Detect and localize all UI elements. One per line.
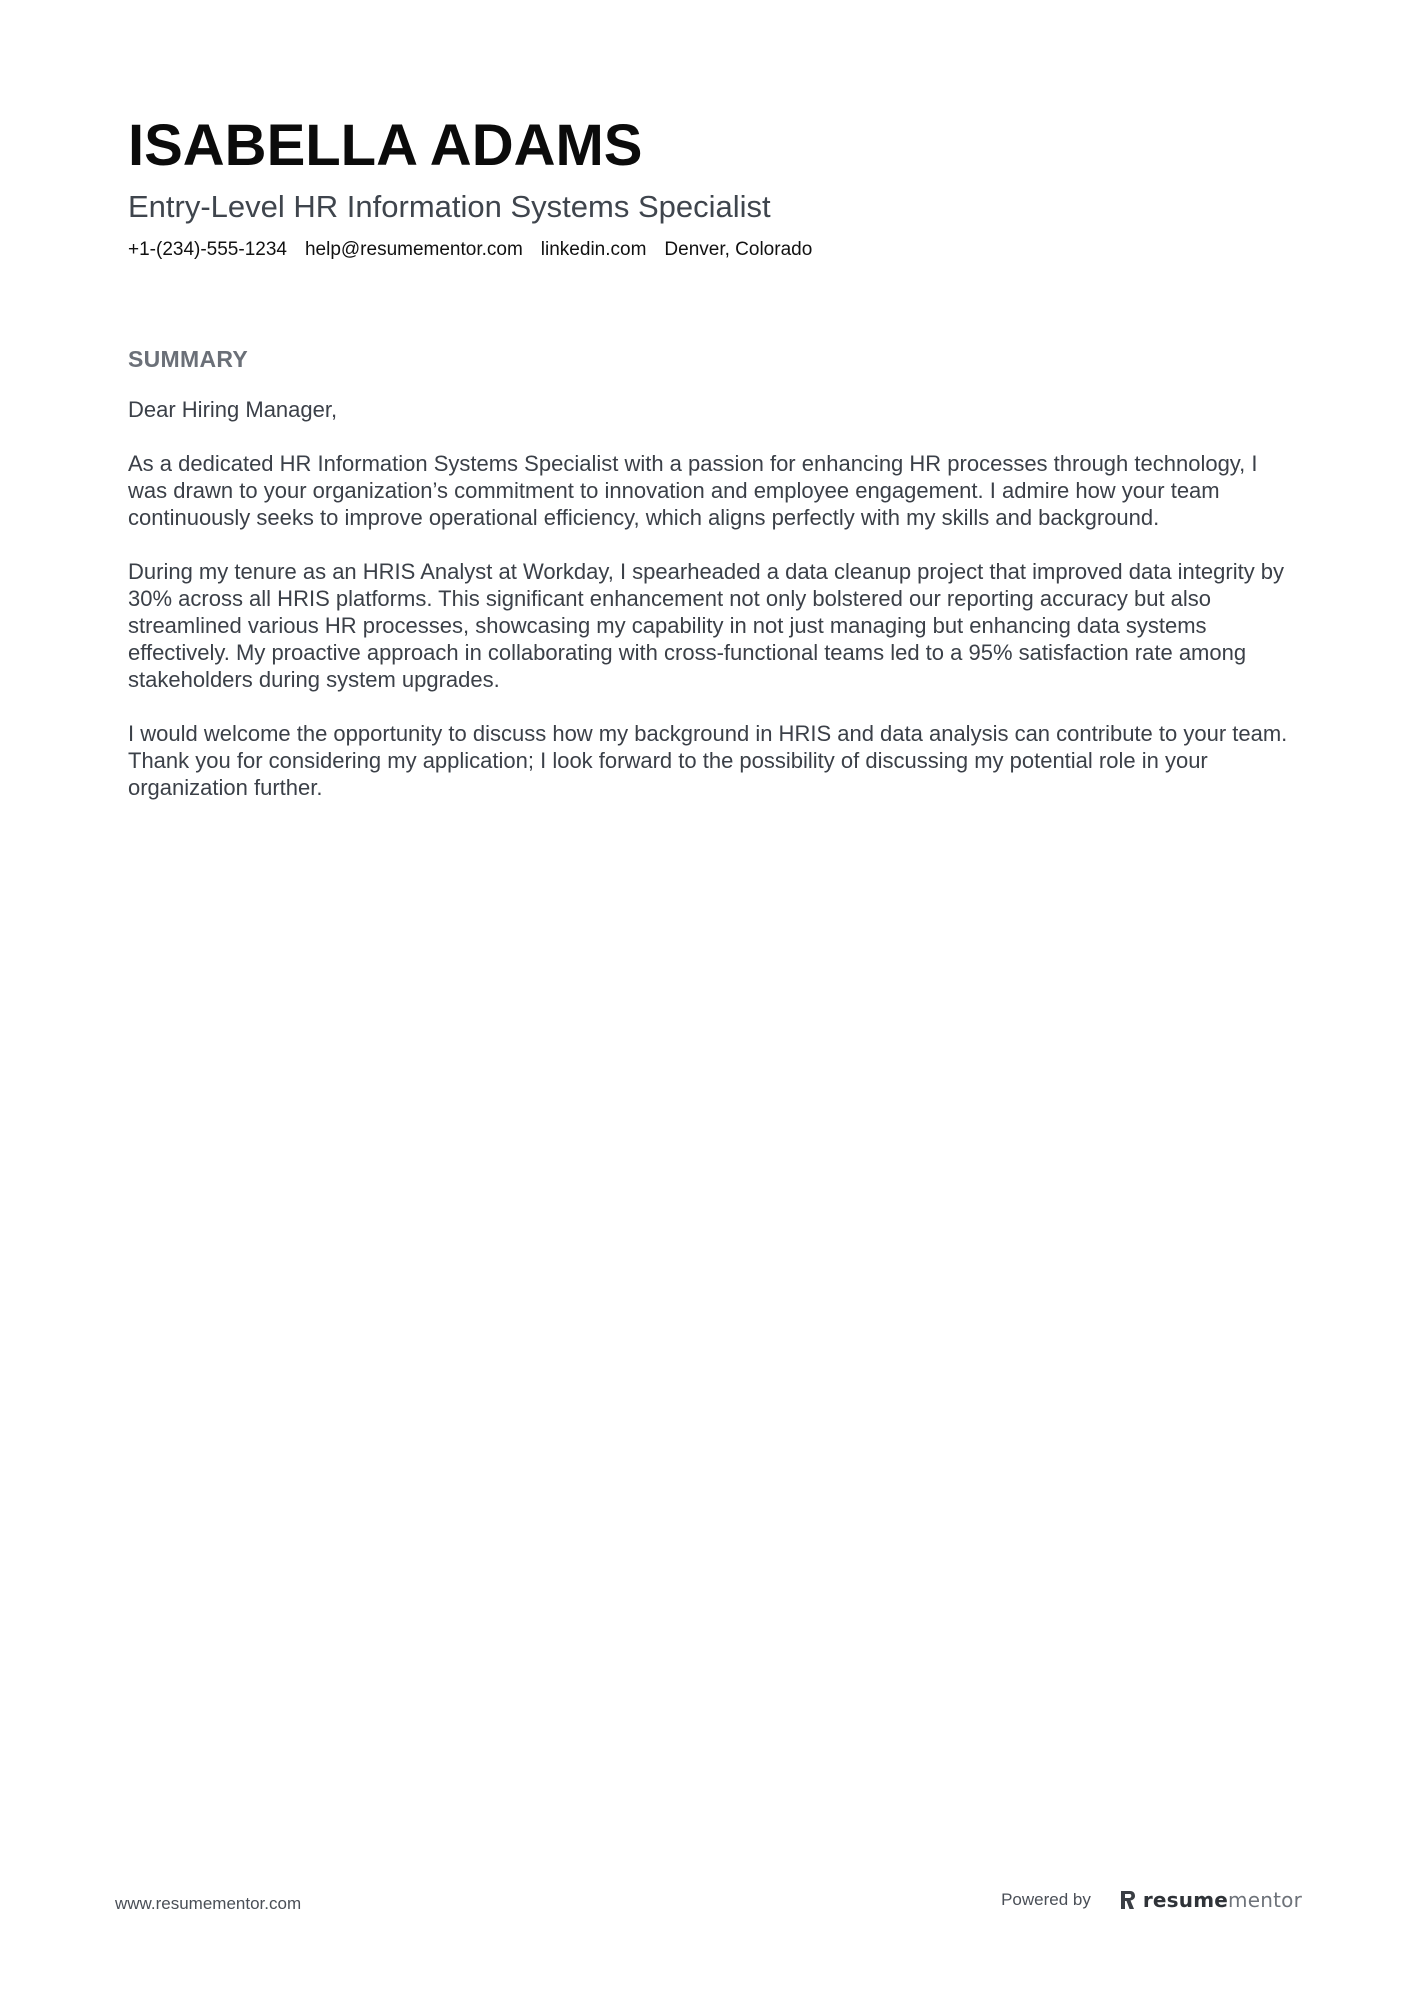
- letter-paragraph: During my tenure as an HRIS Analyst at Workday, I spearheaded a data cleanup project that improved data integrity by 30% across all HRIS platforms. This significant enhancement not only bolstered our reporting accuracy but also streamlined various HR processes, showcasing my capability in not just managing but enhancing data systems effectively. My proactive approach in collaborating with cross-functional teams led to a 95% satisfaction rate among stakeholders during system upgrades.: [128, 559, 1285, 692]
- footer-website[interactable]: www.resumementor.com: [115, 1894, 302, 1913]
- contact-info: [128, 238, 1288, 262]
- letter-body: [128, 396, 1288, 801]
- candidate-name: ISABELLA ADAMS: [128, 113, 643, 178]
- brand-text-light: mentor: [1228, 1888, 1302, 1912]
- section-heading-summary: SUMMARY: [128, 346, 249, 372]
- summary-section: [128, 344, 1288, 828]
- powered-by-label: Powered by: [1001, 1890, 1091, 1909]
- brand-text-strong: resume: [1142, 1888, 1229, 1912]
- letter-greeting: Dear Hiring Manager,: [128, 397, 338, 422]
- job-title: Entry-Level HR Information Systems Specialist: [128, 189, 771, 224]
- contact-location: Denver, Colorado: [664, 239, 813, 260]
- header: [128, 112, 1288, 262]
- resumementor-logo-icon: [1119, 1889, 1137, 1911]
- footer-branding: [1001, 1888, 1302, 1912]
- contact-email[interactable]: help@resumementor.com: [304, 239, 523, 260]
- brand-logo[interactable]: [1119, 1888, 1302, 1912]
- letter-paragraph: I would welcome the opportunity to discuss how my background in HRIS and data analysis can contribute to your team. Thank you for considering my application; I look forward to the possibility of discussing my potential role in your organization further.: [128, 721, 1288, 800]
- letter-paragraph: As a dedicated HR Information Systems Specialist with a passion for enhancing HR processes through technology, I was drawn to your organization’s commitment to innovation and employee engagement. I admire how your team continuously seeks to improve operational efficiency, which aligns perfectly with my skills and background.: [128, 451, 1258, 530]
- contact-linkedin[interactable]: linkedin.com: [540, 239, 647, 260]
- contact-phone: +1-(234)-555-1234: [128, 239, 287, 260]
